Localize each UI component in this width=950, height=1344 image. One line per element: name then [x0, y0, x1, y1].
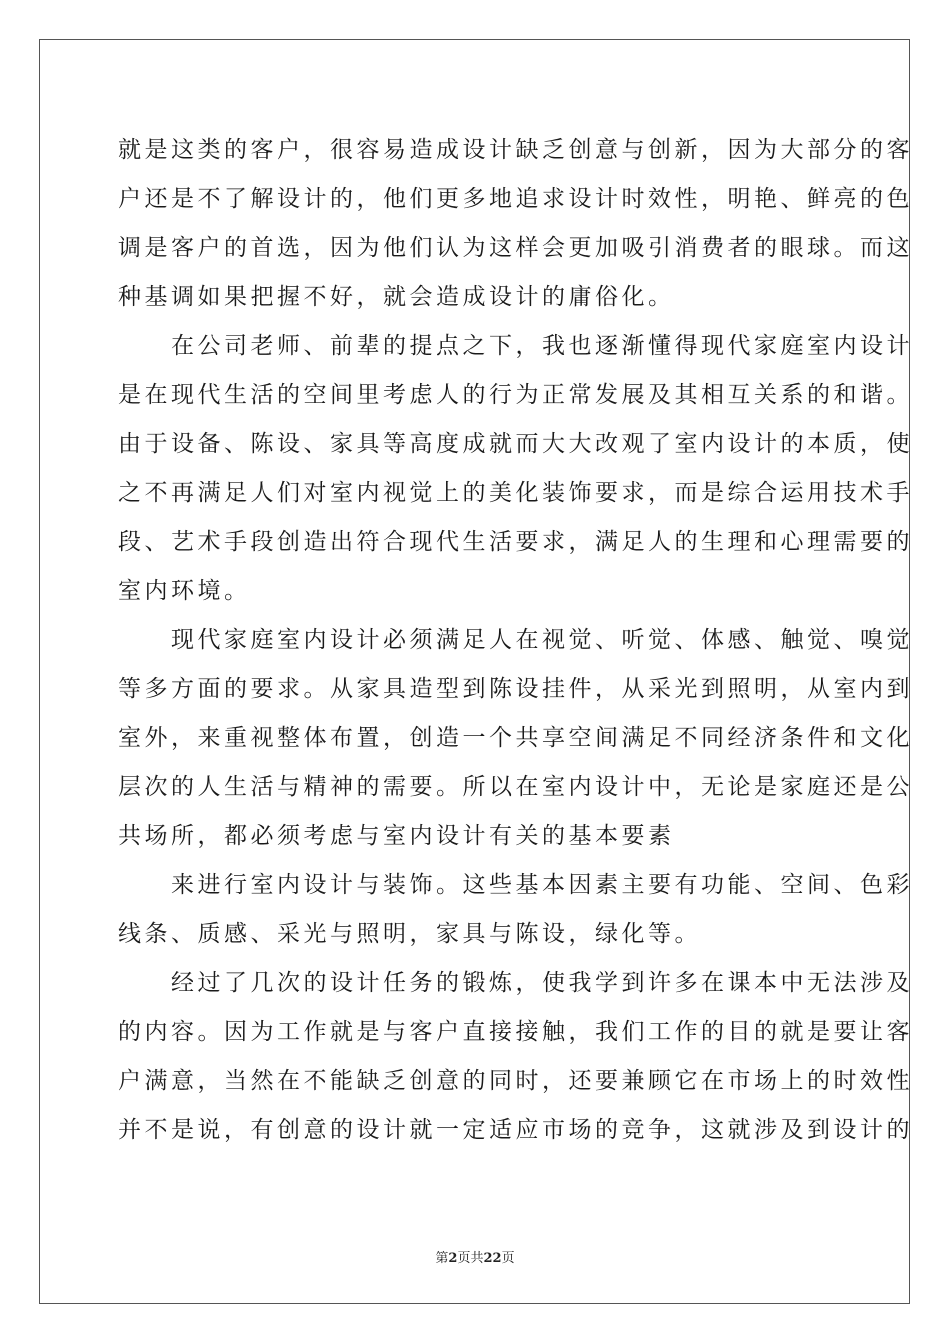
- text-line: 并不是说，有创意的设计就一定适应市场的竞争，这就涉及到设计的: [118, 1117, 913, 1143]
- page-prefix: 第: [435, 1251, 449, 1266]
- text-line: 在公司老师、前辈的提点之下，我也逐渐懂得现代家庭室内设计: [118, 333, 913, 359]
- text-line: 线条、质感、采光与照明，家具与陈设，绿化等。: [118, 921, 701, 947]
- text-line: 的内容。因为工作就是与客户直接接触，我们工作的目的就是要让客: [118, 1019, 913, 1045]
- text-line: 段、艺术手段创造出符合现代生活要求，满足人的生理和心理需要的: [118, 529, 913, 555]
- text-line: 由于设备、陈设、家具等高度成就而大大改观了室内设计的本质，使: [118, 431, 913, 457]
- page-footer: [0, 1247, 950, 1266]
- page-suffix: 页: [457, 1251, 471, 1266]
- page-number: 2: [448, 1251, 458, 1266]
- document-body: [118, 126, 913, 1155]
- text-line: 共场所，都必须考虑与室内设计有关的基本要素: [118, 823, 675, 849]
- text-line: 经过了几次的设计任务的锻炼，使我学到许多在课本中无法涉及: [118, 970, 913, 996]
- total-suffix: 页: [501, 1251, 515, 1266]
- text-line: 户还是不了解设计的，他们更多地追求设计时效性，明艳、鲜亮的色: [118, 186, 913, 212]
- total-pages: 22: [483, 1251, 502, 1266]
- text-line: 等多方面的要求。从家具造型到陈设挂件，从采光到照明，从室内到: [118, 676, 913, 702]
- text-line: 室内环境。: [118, 578, 251, 604]
- text-line: 就是这类的客户，很容易造成设计缺乏创意与创新，因为大部分的客: [118, 137, 913, 163]
- text-line: 室外，来重视整体布置，创造一个共享空间满足不同经济条件和文化: [118, 725, 913, 751]
- text-line: 种基调如果把握不好，就会造成设计的庸俗化。: [118, 284, 675, 310]
- total-prefix: 共: [470, 1251, 484, 1266]
- text-line: 来进行室内设计与装饰。这些基本因素主要有功能、空间、色彩: [118, 872, 913, 898]
- text-line: 层次的人生活与精神的需要。所以在室内设计中，无论是家庭还是公: [118, 774, 913, 800]
- text-line: 调是客户的首选，因为他们认为这样会更加吸引消费者的眼球。而这: [118, 235, 913, 261]
- text-line: 是在现代生活的空间里考虑人的行为正常发展及其相互关系的和谐。: [118, 382, 913, 408]
- text-line: 现代家庭室内设计必须满足人在视觉、听觉、体感、触觉、嗅觉: [118, 627, 913, 653]
- text-line: 之不再满足人们对室内视觉上的美化装饰要求，而是综合运用技术手: [118, 480, 913, 506]
- text-line: 户满意，当然在不能缺乏创意的同时，还要兼顾它在市场上的时效性: [118, 1068, 913, 1094]
